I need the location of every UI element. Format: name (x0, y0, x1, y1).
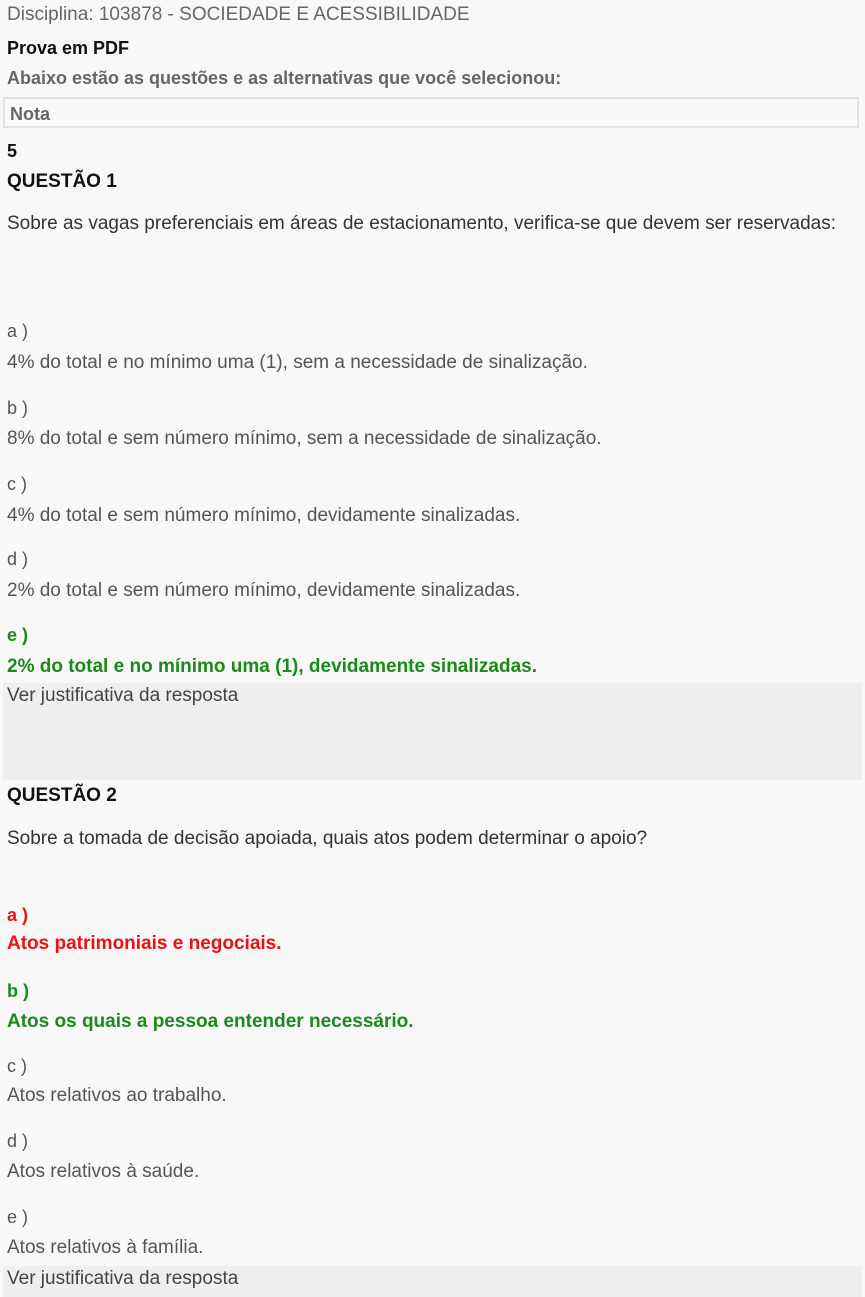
question-1-heading: QUESTÃO 1 (7, 171, 117, 192)
q2-option-e-letter[interactable]: e ) (7, 1207, 29, 1227)
discipline-header: Disciplina: 103878 - SOCIEDADE E ACESSIBILIDADE (7, 4, 470, 25)
q1-option-c-text: 4% do total e sem número mínimo, devidamente sinalizadas. (7, 505, 521, 526)
q1-option-d-letter[interactable]: d ) (7, 549, 29, 569)
q1-justification-link[interactable]: Ver justificativa da resposta (7, 685, 239, 706)
grade-value: 5 (7, 141, 18, 161)
q1-justification-panel (3, 683, 862, 780)
q2-option-a-text-wrong: Atos patrimoniais e negociais. (7, 933, 282, 954)
q1-option-e-letter-correct[interactable]: e ) (7, 625, 29, 645)
q2-option-d-letter[interactable]: d ) (7, 1131, 29, 1151)
q2-option-e-text: Atos relativos à família. (7, 1237, 204, 1258)
grade-box (3, 97, 859, 128)
q2-option-d-text: Atos relativos à saúde. (7, 1161, 200, 1182)
intro-text: Abaixo estão as questões e as alternativas que você selecionou: (7, 68, 562, 88)
grade-label: Nota (10, 104, 50, 124)
q1-option-a-letter[interactable]: a ) (7, 321, 29, 341)
q2-option-a-letter-wrong[interactable]: a ) (7, 905, 29, 925)
question-2-heading: QUESTÃO 2 (7, 785, 117, 806)
q2-option-c-letter[interactable]: c ) (7, 1056, 27, 1076)
question-2-text: Sobre a tomada de decisão apoiada, quais atos podem determinar o apoio? (7, 828, 648, 849)
q2-option-b-text-correct: Atos os quais a pessoa entender necessário. (7, 1011, 414, 1032)
q1-option-a-text: 4% do total e no mínimo uma (1), sem a necessidade de sinalização. (7, 352, 588, 373)
q2-option-b-letter-correct[interactable]: b ) (7, 981, 29, 1001)
q2-option-c-text: Atos relativos ao trabalho. (7, 1085, 227, 1106)
question-1-text: Sobre as vagas preferenciais em áreas de estacionamento, verifica-se que devem ser reservadas: (7, 213, 837, 234)
q1-option-c-letter[interactable]: c ) (7, 474, 27, 494)
q2-justification-panel (3, 1266, 862, 1297)
page-title: Prova em PDF (7, 38, 130, 58)
q1-option-d-text: 2% do total e sem número mínimo, devidamente sinalizadas. (7, 580, 521, 601)
q1-option-b-letter[interactable]: b ) (7, 398, 29, 418)
q2-justification-link[interactable]: Ver justificativa da resposta (7, 1268, 239, 1289)
q1-option-e-text-correct: 2% do total e no mínimo uma (1), devidamente sinalizadas. (7, 656, 538, 677)
q1-option-b-text: 8% do total e sem número mínimo, sem a necessidade de sinalização. (7, 428, 602, 449)
